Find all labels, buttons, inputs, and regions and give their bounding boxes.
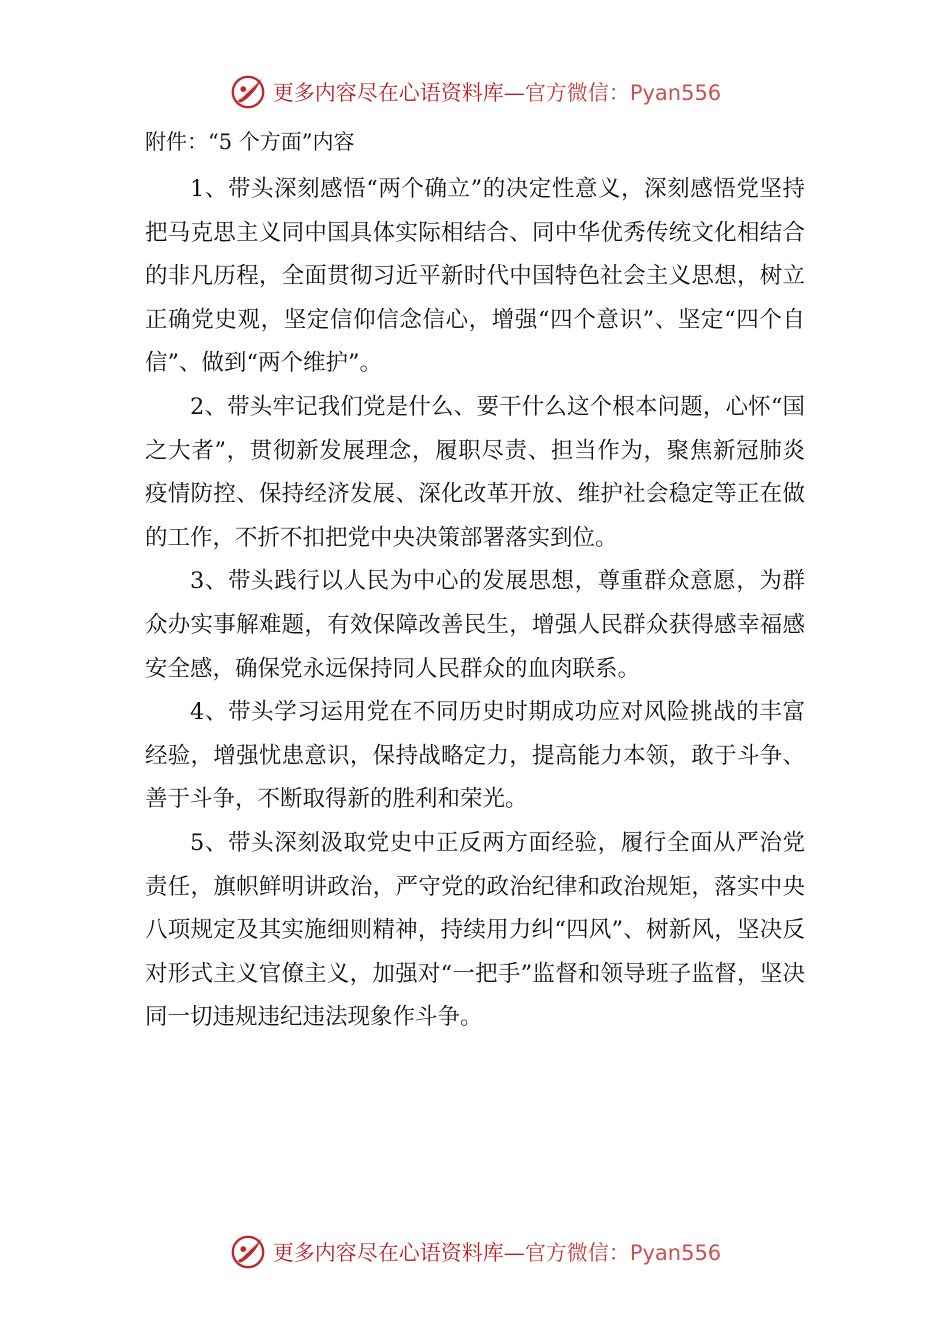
watermark-text xyxy=(273,1237,721,1267)
watermark-text xyxy=(273,77,721,107)
list-item: 4、带头学习运用党在不同历史时期成功应对风险挑战的丰富经验，增强忧患意识，保持战略定力，提高能力本领，敢于斗争、善于斗争，不断取得新的胜利和荣光。 xyxy=(145,699,805,813)
watermark-wechat-id: Pyan556 xyxy=(629,81,722,105)
watermark-wechat-label: 官方微信： xyxy=(524,1241,630,1265)
list-item: 2、带头牢记我们党是什么、要干什么这个根本问题，心怀“国之大者”，贯彻新发展理念，履职尽责、担当作为，聚焦新冠肺炎疫情防控、保持经济发展、深化改革开放、维护社会稳定等正在做的工作，不折不扣把党中央决策部署落实到位。 xyxy=(145,393,805,551)
list-item: 1、带头深刻感悟“两个确立”的决定性意义，深刻感悟党坚持把马克思主义同中国具体实际相结合、同中华优秀传统文化相结合的非凡历程，全面贯彻习近平新时代中国特色社会主义思想，树立正确党史观，坚定信仰信念信心，增强“四个意识”、坚定“四个自信”、做到“两个维护”。 xyxy=(145,176,805,377)
watermark-footer xyxy=(0,1230,950,1274)
watermark-wechat-label: 官方微信： xyxy=(524,81,630,105)
quill-emblem-icon xyxy=(229,73,267,111)
watermark-header xyxy=(0,70,950,114)
watermark-wechat-id: Pyan556 xyxy=(629,1241,722,1265)
list-item: 3、带头践行以人民为中心的发展思想，尊重群众意愿，为群众办实事解难题，有效保障改善民生，增强人民群众获得感幸福感安全感，确保党永远保持同人民群众的血肉联系。 xyxy=(145,568,805,682)
list-item: 5、带头深刻汲取党史中正反两方面经验，履行全面从严治党责任，旗帜鲜明讲政治，严守党的政治纪律和政治规矩，落实中央八项规定及其实施细则精神，持续用力纠“四风”、树新风，坚决反对形式主义官僚主义，加强对“一把手”监督和领导班子监督，坚决同一切违规违纪违法现象作斗争。 xyxy=(145,829,805,1031)
watermark-label: 更多内容尽在心语资料库— xyxy=(272,1241,525,1265)
watermark-label: 更多内容尽在心语资料库— xyxy=(272,81,525,105)
quill-emblem-icon xyxy=(229,1233,267,1271)
document-heading: 附件：“5 个方面”内容 xyxy=(145,130,355,154)
document-body xyxy=(145,120,805,1040)
